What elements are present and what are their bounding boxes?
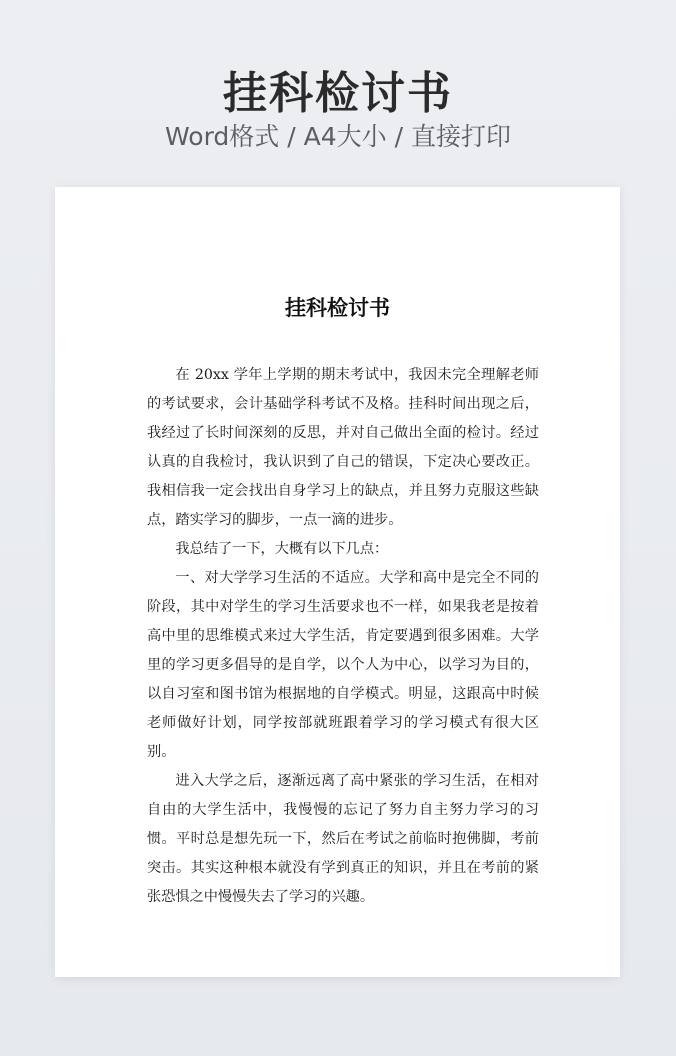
document-body (147, 361, 539, 912)
document-paragraph: 我总结了一下，大概有以下几点： (175, 541, 389, 557)
document-paragraph: 进入大学之后，逐渐远离了高中紧张的学习生活，在相对自由的大学生活中，我慢慢的忘记了努力自主努力学习的习惯。平时总是想先玩一下，然后在考试之前临时抱佛脚，考前突击。其实这种根本就没有学到真正的知识，并且在考前的紧张恐惧之中慢慢失去了学习的兴趣。 (147, 773, 539, 905)
document-paragraph: 在 20xx 学年上学期的期末考试中，我因未完全理解老师的考试要求，会计基础学科考试不及格。挂科时间出现之后，我经过了长时间深刻的反思，并对自己做出全面的检讨。经过认真的自我检讨，我认识到了自己的错误，下定决心要改正。我相信我一定会找出自身学习上的缺点，并且努力克服这些缺点，踏实学习的脚步，一点一滴的进步。 (147, 367, 539, 528)
document-title: 挂科检讨书 (285, 295, 390, 320)
document-paragraph: 一、对大学学习生活的不适应。大学和高中是完全不同的阶段，其中对学生的学习生活要求也不一样，如果我老是按着高中里的思维模式来过大学生活，肯定要遇到很多困难。大学里的学习更多倡导的是自学，以个人为中心，以学习为目的，以自习室和图书馆为根据地的自学模式。明显，这跟高中时候老师做好计划，同学按部就班跟着学习的学习模式有很大区别。 (147, 570, 539, 760)
document-preview (55, 187, 620, 977)
page-subtitle: Word格式 / A4大小 / 直接打印 (165, 122, 511, 151)
page-title: 挂科检讨书 (223, 68, 453, 119)
